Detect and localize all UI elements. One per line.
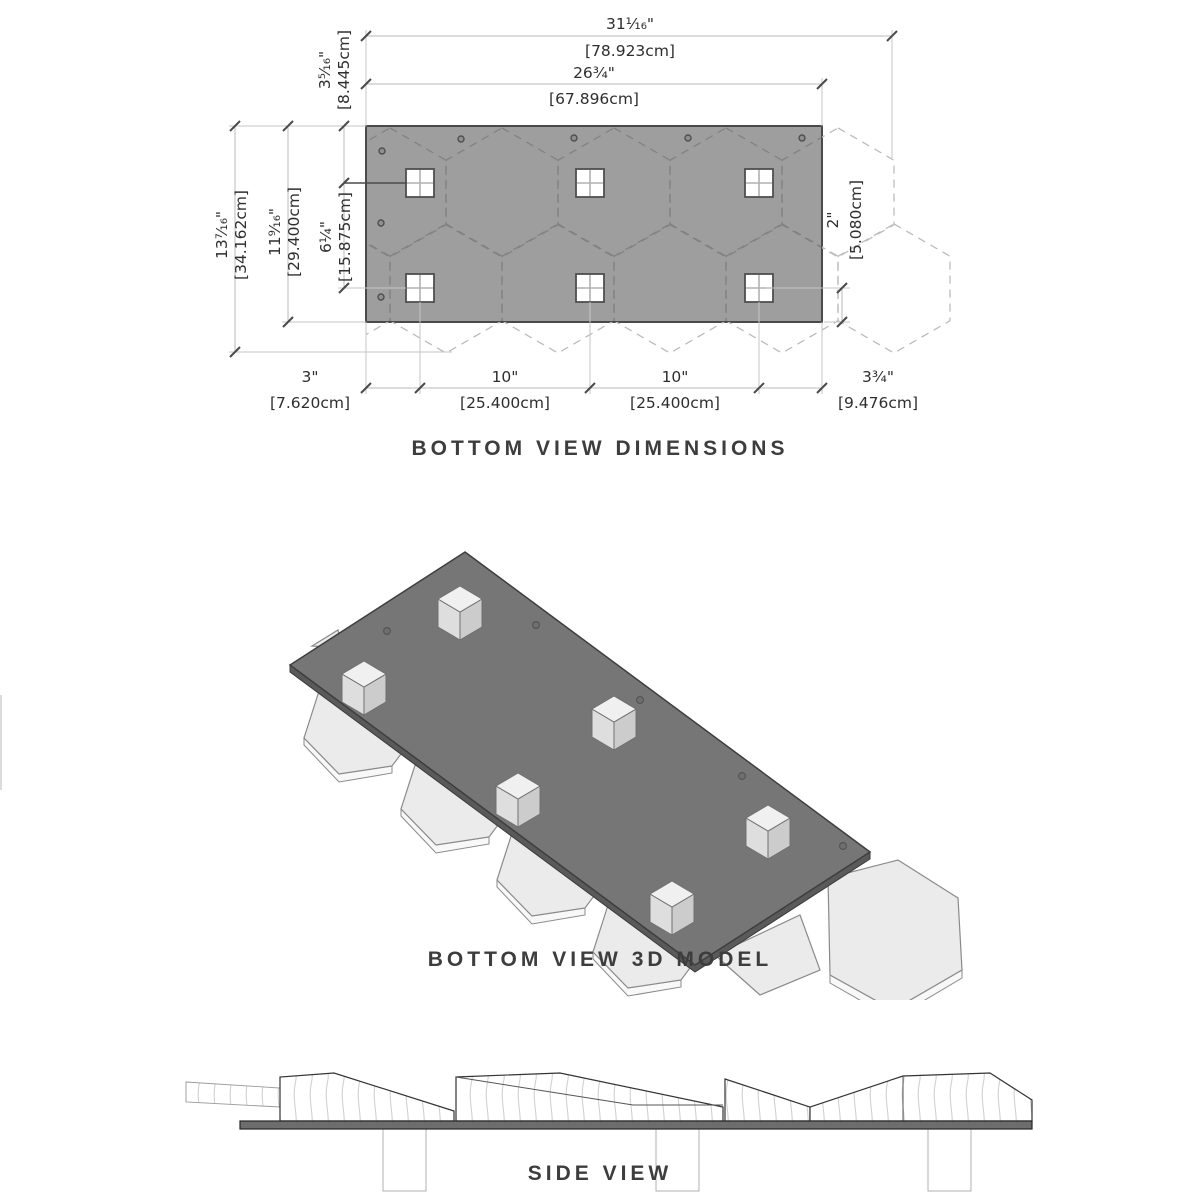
dim-plate-width-cm: [67.896cm] — [549, 90, 639, 108]
dim-plate-height-in: 11⁹⁄₁₆" — [266, 207, 284, 257]
dim-overall-width-cm: [78.923cm] — [585, 42, 675, 60]
dim-row-gap-cm: [15.875cm] — [336, 192, 354, 282]
dim-left-margin-in: 3" — [301, 368, 319, 386]
dim-right-margin-in: 3³⁄₄" — [861, 368, 895, 386]
dim-plate-width-in: 26³⁄₄" — [573, 64, 615, 82]
bottom-view-dimensions-drawing — [0, 0, 1200, 470]
dim-top-offset-in: 3⁵⁄₁₆" — [316, 50, 334, 90]
dim-pitch2-in: 10" — [661, 368, 689, 386]
dim-pitch2-cm: [25.400cm] — [630, 394, 720, 412]
plate-side-profile — [240, 1121, 1032, 1129]
tile-profiles-side — [186, 1073, 1032, 1121]
dim-overall-width-in: 31¹⁄₁₆" — [605, 15, 655, 33]
dim-overall-height-cm: [34.162cm] — [232, 190, 250, 280]
dim-right-margin-cm: [9.476cm] — [837, 394, 919, 412]
side-view-title: SIDE VIEW — [527, 1162, 673, 1185]
dim-pitch1-cm: [25.400cm] — [460, 394, 550, 412]
dim-top-offset-cm: [8.445cm] — [335, 29, 353, 111]
dim-row-gap-in: 6¹⁄₄" — [317, 220, 335, 254]
top-view-title: BOTTOM VIEW DIMENSIONS — [411, 437, 789, 460]
dim-bottom-offset-in: 2" — [824, 211, 842, 229]
bottom-view-3d-drawing — [0, 530, 1200, 1000]
dim-bottom-offset-cm: [5.080cm] — [847, 179, 865, 261]
dim-plate-height-cm: [29.400cm] — [285, 187, 303, 277]
dim-pitch1-in: 10" — [491, 368, 519, 386]
dim-overall-height-in: 13⁷⁄₁₆" — [213, 210, 231, 260]
model-3d-title: BOTTOM VIEW 3D MODEL — [427, 948, 773, 971]
dim-left-margin-cm: [7.620cm] — [269, 394, 351, 412]
